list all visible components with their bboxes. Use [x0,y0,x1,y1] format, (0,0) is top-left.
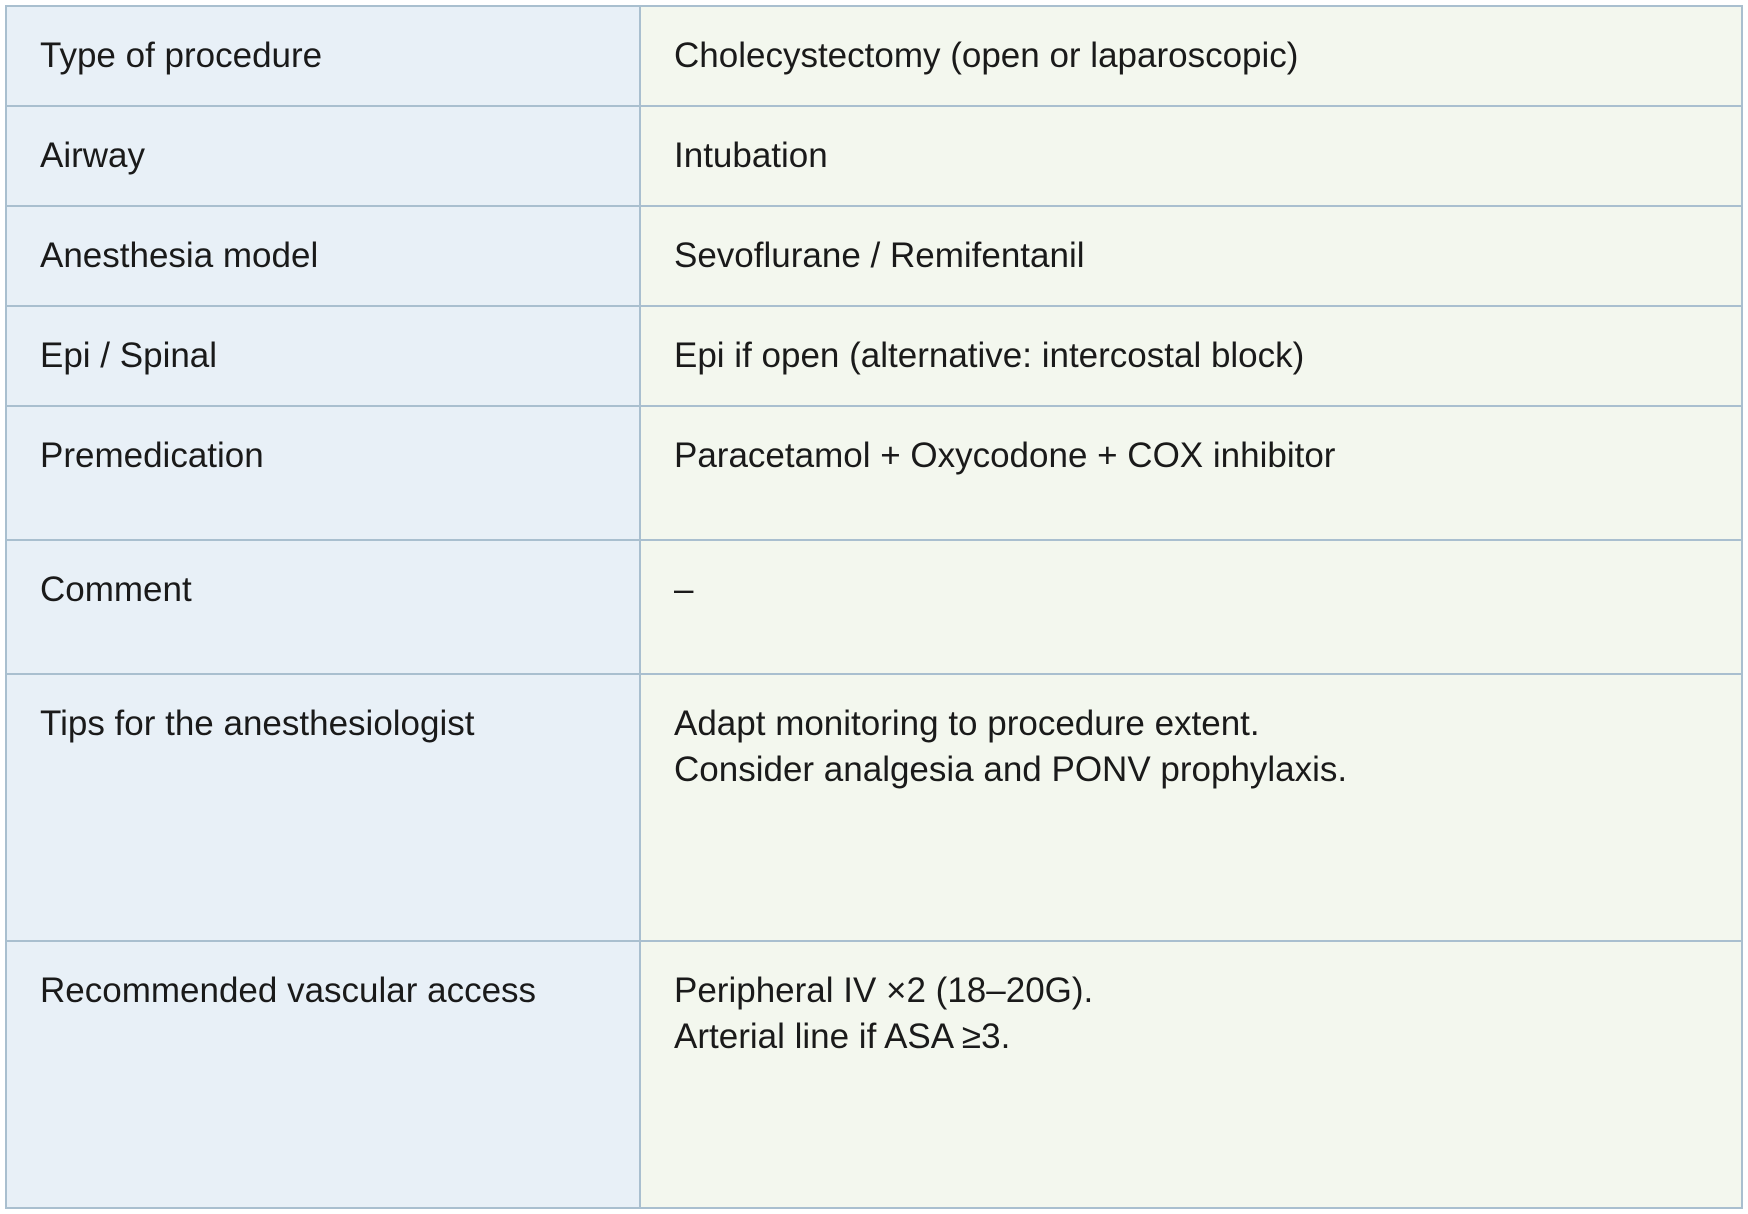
row-label: Anesthesia model [6,206,640,306]
row-value [640,540,1742,674]
value-line: Sevoflurane / Remifentanil [674,236,1085,275]
table-row [6,6,1742,106]
row-value [640,306,1742,406]
table-row [6,674,1742,941]
row-value [640,406,1742,540]
value-line: – [674,570,694,609]
value-line: Cholecystectomy (open or laparoscopic) [674,36,1299,75]
procedure-table-container [5,5,1743,1209]
row-value [640,941,1742,1208]
value-line: Adapt monitoring to procedure extent. [674,704,1260,743]
row-label: Airway [6,106,640,206]
table-row [6,406,1742,540]
row-value [640,674,1742,941]
value-line: Consider analgesia and PONV prophylaxis. [674,750,1348,789]
value-line: Intubation [674,136,828,175]
row-label: Epi / Spinal [6,306,640,406]
row-label: Tips for the anesthesiologist [6,674,640,941]
row-label: Recommended vascular access [6,941,640,1208]
row-value [640,206,1742,306]
table-row [6,540,1742,674]
row-label: Type of procedure [6,6,640,106]
table-row [6,941,1742,1208]
value-line: Peripheral IV ×2 (18–20G). [674,971,1094,1010]
value-line: Arterial line if ASA ≥3. [674,1017,1011,1056]
row-value [640,106,1742,206]
row-label: Premedication [6,406,640,540]
table-row [6,206,1742,306]
table-row [6,306,1742,406]
table-row [6,106,1742,206]
row-value [640,6,1742,106]
row-label: Comment [6,540,640,674]
procedure-info-table [5,5,1743,1209]
value-line: Epi if open (alternative: intercostal block) [674,336,1305,375]
value-line: Paracetamol + Oxycodone + COX inhibitor [674,436,1336,475]
